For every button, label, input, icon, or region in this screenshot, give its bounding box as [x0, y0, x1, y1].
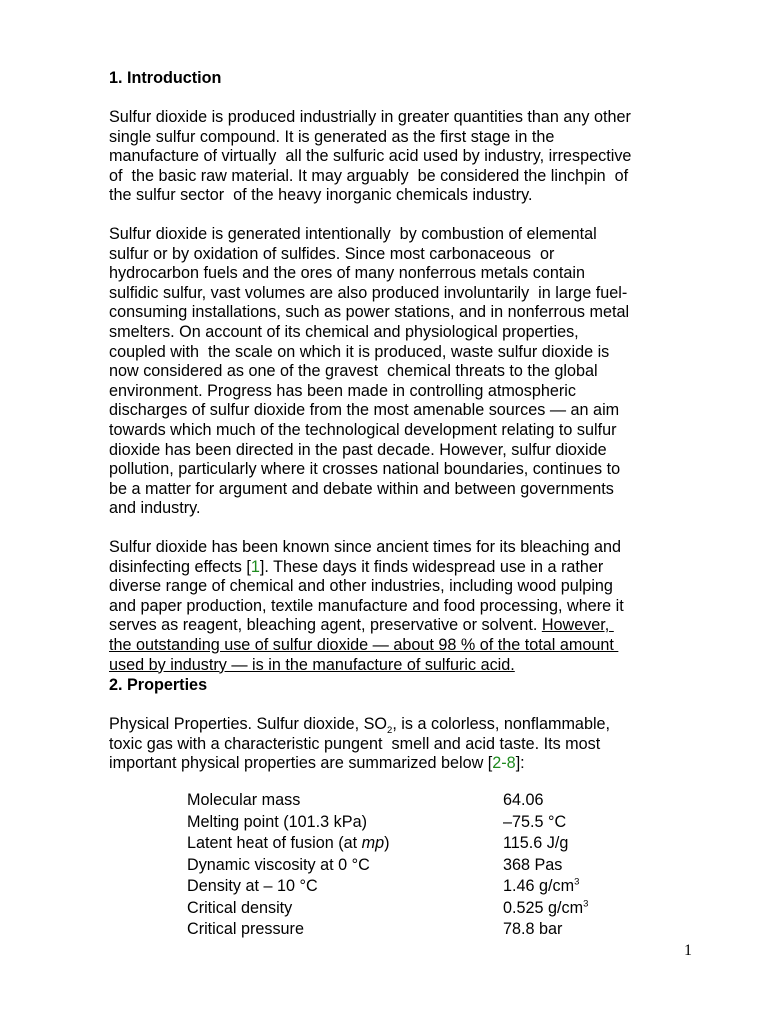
property-value: 64.06: [503, 791, 544, 809]
paragraph-line: Sulfur dioxide is generated intentionally by combustion of elemental: [109, 225, 597, 243]
paragraph-intro-2: [109, 225, 709, 519]
paragraph-line: environment. Progress has been made in controlling atmospheric: [109, 381, 576, 400]
property-name: Critical pressure: [187, 920, 304, 938]
paragraph-line: dioxide has been directed in the past decade. However, sulfur dioxide: [109, 440, 607, 459]
page-number: 1: [684, 942, 692, 959]
paragraph-line: toxic gas with a characteristic pungent smell and acid taste. Its most: [109, 734, 601, 753]
paragraph-line: of the basic raw material. It may arguably be considered the linchpin of: [109, 166, 629, 185]
paragraph-line: manufacture of virtually all the sulfuric acid used by industry, irrespective: [109, 147, 632, 166]
text-run: ): [384, 834, 390, 852]
underlined-text: However,: [541, 616, 614, 635]
property-row: [187, 876, 617, 898]
paragraph-properties-intro: [109, 715, 709, 774]
paragraph-line: consuming installations, such as power stations, and in nonferrous metal: [109, 303, 630, 322]
property-name: Molecular mass: [187, 791, 301, 809]
paragraph-line: single sulfur compound. It is generated as the first stage in the: [109, 127, 555, 146]
property-value: [503, 898, 588, 919]
text-run: important physical properties are summarized below [: [109, 754, 493, 773]
paragraph-line: pollution, particularly where it crosses national boundaries, continues to: [109, 460, 621, 479]
paragraph-line: [109, 558, 709, 578]
paragraph-line: sulfur or by oxidation of sulfides. Since most carbonaceous or: [109, 244, 555, 263]
paragraph-line: and industry.: [109, 499, 201, 518]
paragraph-line: coupled with the scale on which it is produced, waste sulfur dioxide is: [109, 342, 610, 361]
paragraph-line: [109, 754, 709, 774]
property-value: 368 Pas: [503, 855, 563, 874]
citation-link[interactable]: 2-8: [492, 754, 516, 773]
paragraph-line: the sulfur sector of the heavy inorganic chemicals industry.: [109, 186, 533, 205]
paragraph-intro-1: [109, 108, 709, 206]
property-value: –75.5 °C: [503, 812, 567, 831]
section-heading-introduction: 1. Introduction: [109, 69, 222, 87]
property-name: Dynamic viscosity at 0 °C: [187, 855, 370, 874]
paragraph-line: sulfidic sulfur, vast volumes are also produced involuntarily in large fuel-: [109, 283, 628, 302]
property-name: Critical density: [187, 898, 293, 917]
underlined-text: used by industry — is in the manufacture of sulfuric acid.: [109, 655, 515, 674]
text-run: 0.525 g/cm: [503, 898, 584, 917]
paragraph-line: smelters. On account of its chemical and physiological properties,: [109, 322, 579, 341]
property-value: 78.8 bar: [503, 920, 563, 938]
property-name: Melting point (101.3 kPa): [187, 812, 367, 831]
property-row: [187, 919, 617, 941]
paragraph-line: [109, 715, 709, 735]
subscript: 2: [387, 725, 393, 737]
section-heading-properties: 2. Properties: [109, 676, 208, 694]
paragraph-line: and paper production, textile manufacture and food processing, where it: [109, 596, 624, 615]
paragraph-line: Sulfur dioxide is produced industrially in greater quantities than any other: [109, 108, 631, 126]
physical-properties-table: [187, 790, 617, 941]
property-value: 115.6 J/g: [503, 834, 569, 852]
property-row: [187, 855, 617, 877]
paragraph-line: now considered as one of the gravest chemical threats to the global: [109, 362, 598, 381]
property-row: [187, 812, 617, 834]
text-run: ]. These days it finds widespread use in a rather: [259, 557, 604, 576]
property-name: [187, 833, 389, 854]
superscript: 3: [583, 898, 589, 910]
paragraph-intro-3: [109, 538, 709, 675]
paragraph-line: [109, 616, 709, 636]
property-name: Density at – 10 °C: [187, 877, 318, 895]
citation-link[interactable]: 1: [250, 557, 260, 576]
paragraph-line: discharges of sulfur dioxide from the most amenable sources — an aim: [109, 401, 620, 420]
text-run: ]:: [515, 754, 525, 773]
property-row: [187, 833, 617, 855]
text-run: serves as reagent, bleaching agent, preservative or solvent.: [109, 616, 542, 635]
superscript: 3: [574, 876, 580, 888]
text-run: , is a colorless, nonflammable,: [392, 715, 611, 733]
property-value: [503, 876, 579, 897]
paragraph-line: be a matter for argument and debate within and between governments: [109, 479, 614, 498]
paragraph-line: towards which much of the technological development relating to sulfur: [109, 420, 617, 439]
paragraph-line: diverse range of chemical and other industries, including wood pulping: [109, 577, 613, 596]
underlined-text: the outstanding use of sulfur dioxide — about 98 % of the total amount: [109, 635, 619, 654]
property-row: [187, 790, 617, 812]
italic-text: mp: [361, 834, 385, 852]
text-run: Latent heat of fusion (at: [187, 834, 362, 852]
property-row: [187, 898, 617, 920]
text-run: 1.46 g/cm: [503, 877, 575, 895]
paragraph-line: Sulfur dioxide has been known since ancient times for its bleaching and: [109, 538, 622, 556]
paragraph-line: hydrocarbon fuels and the ores of many nonferrous metals contain: [109, 264, 586, 283]
text-run: Physical Properties. Sulfur dioxide, SO: [109, 715, 388, 733]
text-run: disinfecting effects [: [109, 557, 251, 576]
